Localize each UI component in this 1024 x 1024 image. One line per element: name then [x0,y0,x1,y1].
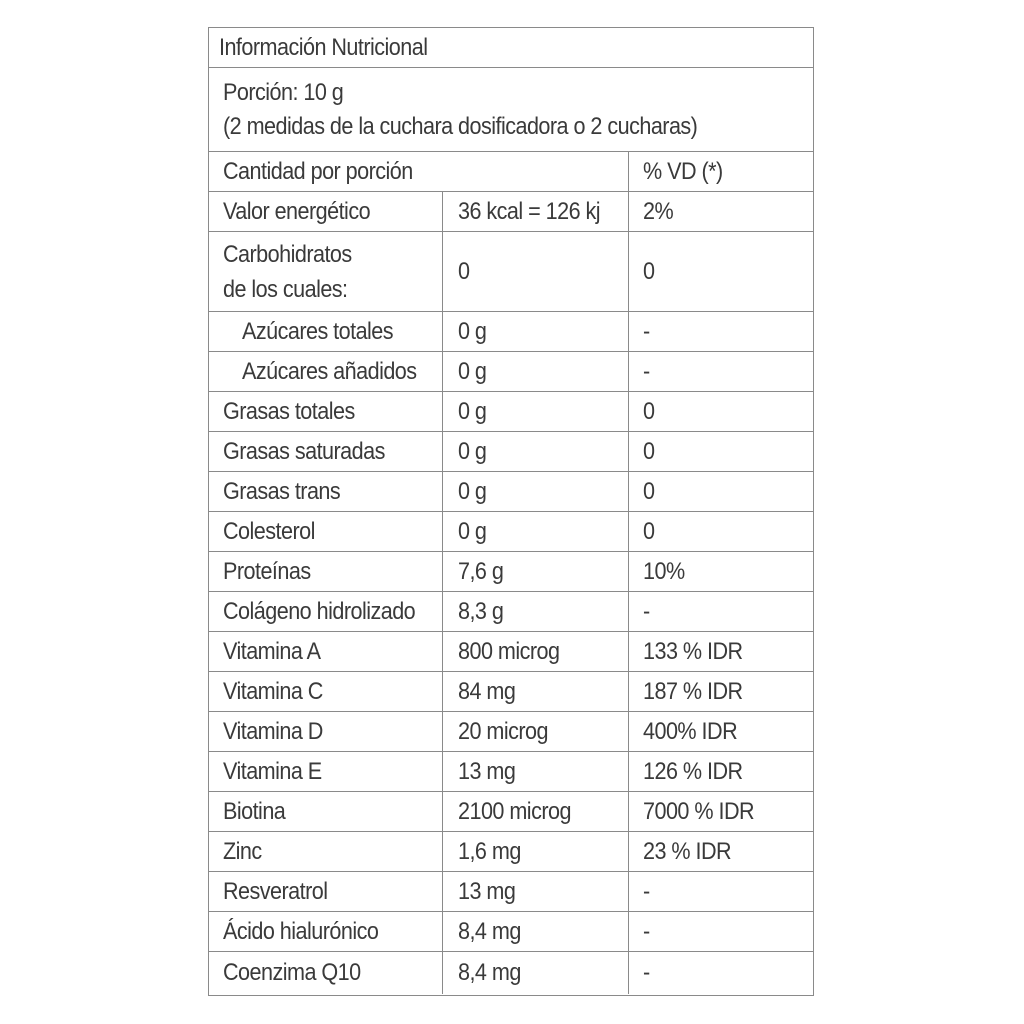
nutrient-amount: 0 g [458,437,487,465]
nutrient-name: Vitamina D [223,717,323,745]
nutrient-vd: 7000 % IDR [643,797,755,825]
nutrient-vd: - [643,357,650,385]
nutrient-vd: 23 % IDR [643,837,732,865]
nutrient-amount: 1,6 mg [458,837,521,865]
nutrient-name: Colesterol [223,517,315,545]
nutrient-amount: 0 g [458,477,487,505]
table-row [209,632,813,672]
nutrient-vd: - [643,877,650,905]
table-row [209,232,813,312]
nutrient-amount: 0 g [458,397,487,425]
nutrient-name: Azúcares totales [242,317,394,345]
table-row [209,832,813,872]
nutrient-vd: - [643,959,650,986]
nutrient-name-line2: de los cuales: [223,275,348,303]
nutrient-vd: 400% IDR [643,717,738,745]
nutrient-name: Biotina [223,797,286,825]
header-row [209,152,813,192]
nutrient-amount: 2100 microg [458,797,571,825]
table-row [209,552,813,592]
nutrient-vd: 126 % IDR [643,757,743,785]
table-row [209,352,813,392]
table-row [209,952,813,994]
table-row [209,912,813,952]
nutrient-vd: - [643,317,650,345]
nutrient-amount: 0 [458,257,470,285]
table-row [209,392,813,432]
amount-per-portion-label: Cantidad por porción [223,157,413,185]
nutrient-name: Grasas trans [223,477,341,505]
nutrient-name: Valor energético [223,197,371,225]
nutrient-amount: 0 g [458,517,487,545]
nutrient-name: Grasas totales [223,397,355,425]
nutrient-name-line1: Carbohidratos [223,240,352,268]
table-row [209,752,813,792]
nutrient-vd: 0 [643,397,655,425]
table-row [209,512,813,552]
portion-row [209,68,813,152]
nutrient-vd: 187 % IDR [643,677,743,705]
nutrient-vd: 0 [643,437,655,465]
nutrient-name: Vitamina C [223,677,323,705]
nutrient-vd: - [643,917,650,945]
daily-value-label: % VD (*) [643,157,723,185]
nutrient-vd: - [643,597,650,625]
portion-size: Porción: 10 g [223,78,344,106]
table-row [209,672,813,712]
nutrient-name: Vitamina A [223,637,321,665]
table-row [209,792,813,832]
nutrient-name: Grasas saturadas [223,437,385,465]
table-row [209,192,813,232]
nutrient-vd: 0 [643,477,655,505]
table-row [209,472,813,512]
nutrient-vd: 10% [643,557,685,585]
nutrient-amount: 8,4 mg [458,917,521,945]
nutrient-name: Vitamina E [223,757,322,785]
portion-description: (2 medidas de la cuchara dosificadora o 2 cucharas) [223,112,698,140]
nutrient-amount: 8,3 g [458,597,504,625]
nutrient-amount: 20 microg [458,717,548,745]
table-row [209,872,813,912]
nutrient-amount: 36 kcal = 126 kj [458,197,601,225]
table-row [209,592,813,632]
table-row [209,712,813,752]
nutrient-amount: 7,6 g [458,557,504,585]
nutrient-amount: 13 mg [458,757,516,785]
nutrient-name: Zinc [223,837,262,865]
nutrient-name: Coenzima Q10 [223,959,361,986]
nutrient-amount: 800 microg [458,637,560,665]
nutrient-name: Azúcares añadidos [242,357,417,385]
nutrient-amount: 0 g [458,317,487,345]
nutrient-name [223,232,421,311]
nutrient-vd: 2% [643,197,674,225]
nutrient-vd: 133 % IDR [643,637,743,665]
nutrient-amount: 13 mg [458,877,516,905]
nutrient-amount: 0 g [458,357,487,385]
nutrient-amount: 84 mg [458,677,516,705]
nutrient-name: Resveratrol [223,877,328,905]
nutrient-name: Colágeno hidrolizado [223,597,416,625]
table-row [209,312,813,352]
table-row [209,432,813,472]
title-row [209,28,813,68]
table-title: Información Nutricional [219,33,428,61]
nutrient-amount: 8,4 mg [458,959,521,986]
nutrient-name: Proteínas [223,557,311,585]
nutrient-vd: 0 [643,517,655,545]
nutrient-name: Ácido hialurónico [223,917,379,945]
nutrition-facts-table [208,27,814,996]
portion-info [223,68,697,151]
nutrient-vd: 0 [643,257,655,285]
